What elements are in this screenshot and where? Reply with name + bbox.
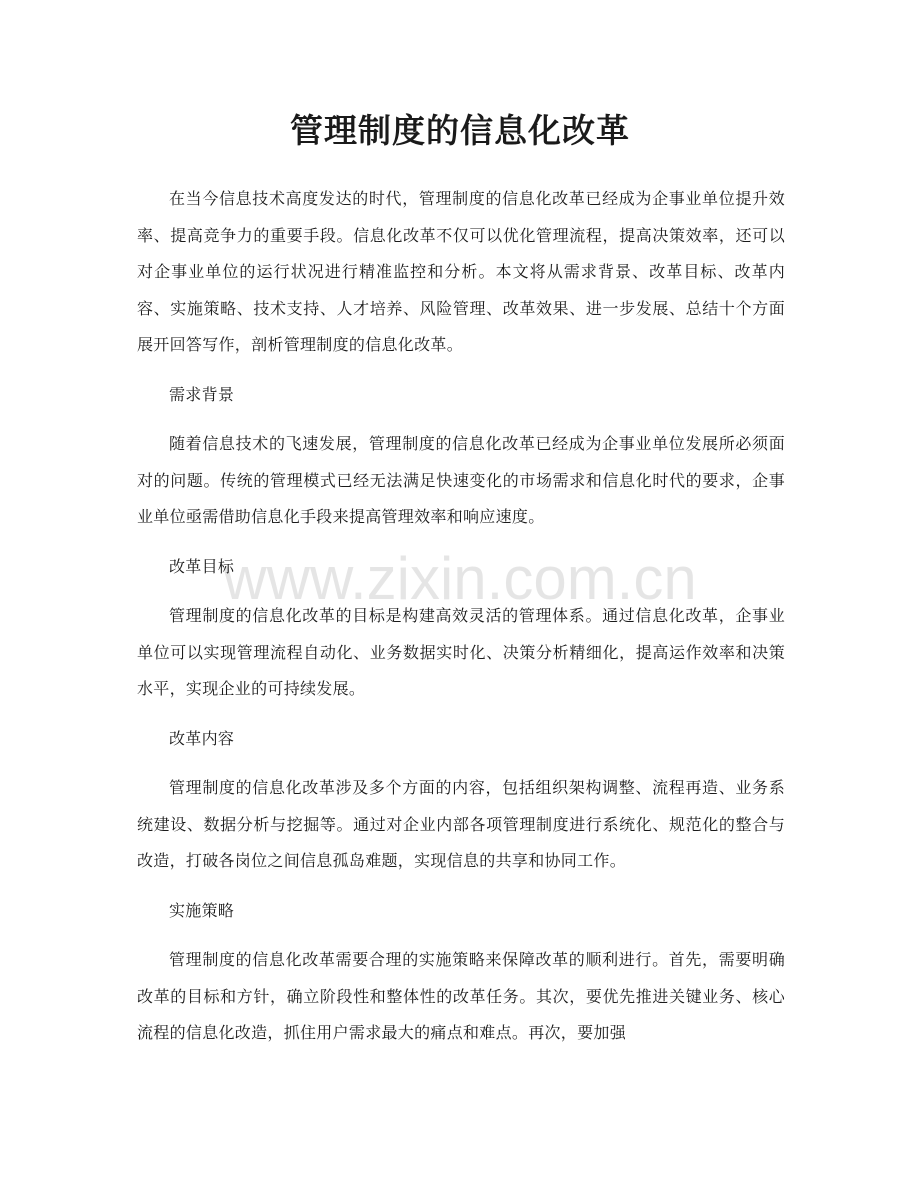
watermark-text: www.zixin.com.cn — [223, 545, 697, 612]
section-heading-content: 改革内容 — [169, 728, 235, 748]
document-title: 管理制度的信息化改革 — [290, 111, 630, 150]
section-heading-strategy: 实施策略 — [169, 900, 235, 920]
document-body — [137, 181, 785, 1052]
section-heading-goals: 改革目标 — [169, 556, 235, 576]
strategy-paragraph: 管理制度的信息化改革需要合理的实施策略来保障改革的顺利进行。首先，需要明确改革的目标和方针，确立阶段性和整体性的改革任务。其次，要优先推进关键业务、核心流程的信息化改造，抓住用户需求最大的痛点和难点。再次，要加强 — [137, 950, 785, 1042]
section-heading-background: 需求背景 — [169, 384, 235, 404]
goals-paragraph: 管理制度的信息化改革的目标是构建高效灵活的管理体系。通过信息化改革，企事业单位可以实现管理流程自动化、业务数据实时化、决策分析精细化，提高运作效率和决策水平，实现企业的可持续发展。 — [137, 606, 785, 698]
background-paragraph: 随着信息技术的飞速发展，管理制度的信息化改革已经成为企事业单位发展所必须面对的问题。传统的管理模式已经无法满足快速变化的市场需求和信息化时代的要求，企事业单位亟需借助信息化手段来提高管理效率和响应速度。 — [137, 434, 785, 526]
content-paragraph: 管理制度的信息化改革涉及多个方面的内容，包括组织架构调整、流程再造、业务系统建设、数据分析与挖掘等。通过对企业内部各项管理制度进行系统化、规范化的整合与改造，打破各岗位之间信息孤岛难题，实现信息的共享和协同工作。 — [137, 778, 785, 870]
intro-paragraph: 在当今信息技术高度发达的时代，管理制度的信息化改革已经成为企事业单位提升效率、提高竞争力的重要手段。信息化改革不仅可以优化管理流程，提高决策效率，还可以对企事业单位的运行状况进行精准监控和分析。本文将从需求背景、改革目标、改革内容、实施策略、技术支持、人才培养、风险管理、改革效果、进一步发展、总结十个方面展开回答写作，剖析管理制度的信息化改革。 — [137, 189, 785, 354]
